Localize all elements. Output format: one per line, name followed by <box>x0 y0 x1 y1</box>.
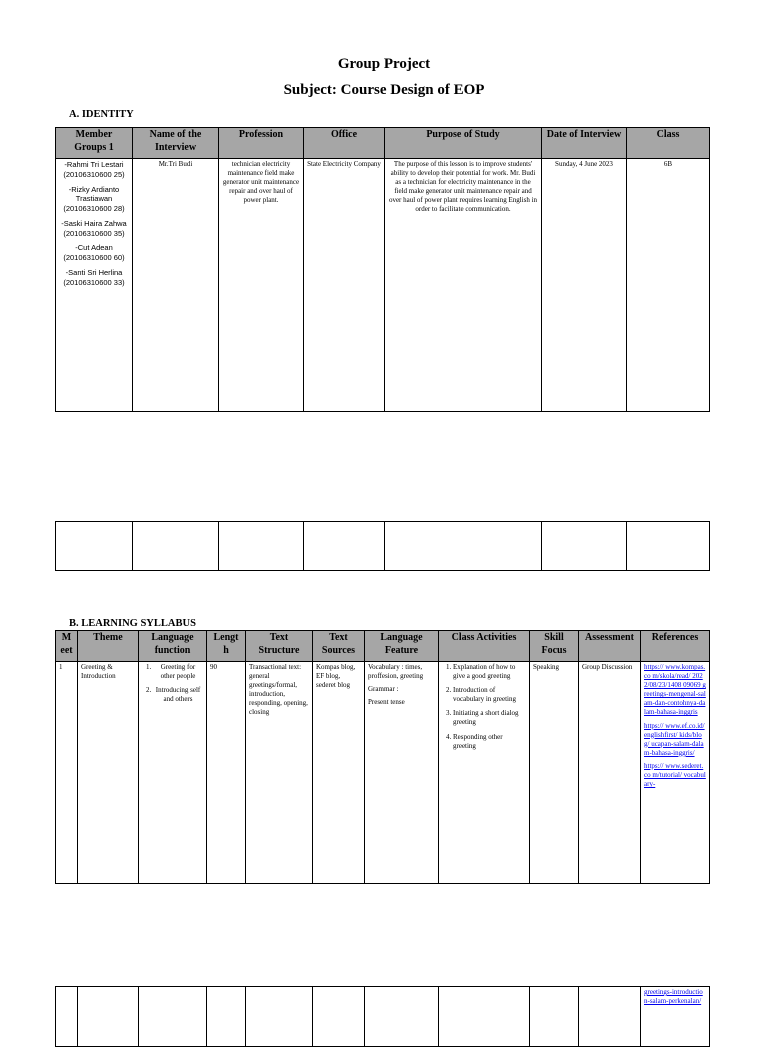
col-header-interviewee: Name of the Interview <box>133 128 219 159</box>
empty-cell <box>579 987 641 1047</box>
identity-table-continued <box>55 521 710 571</box>
list-item: 2. Introduction of vocabulary in greeting <box>453 686 526 704</box>
reference-link[interactable]: https:// www.kompas.co m/skola/read/ 2022/08/23/1408 09069 greetings-mengenal-salam-dan-contohnya-dalam-bahasa-inggris <box>644 663 706 717</box>
grammar-text: Present tense <box>368 698 405 707</box>
page-subtitle: Subject: Course Design of EOP <box>283 82 485 98</box>
member-item: -Rizky Ardianto Trastiawan (20106310600 28) <box>63 184 125 213</box>
skill-focus-cell: Speaking <box>530 662 579 884</box>
empty-cell <box>542 522 627 571</box>
text-structure-cell: Transactional text: general greetings/formal, introduction, responding, opening, closing <box>246 662 313 884</box>
col-header-class: Class <box>627 128 710 159</box>
table-row <box>56 522 710 571</box>
meet-cell: 1 <box>56 662 78 884</box>
members-cell <box>56 159 133 412</box>
section-syllabus-label: B. LEARNING SYLLABUS <box>69 618 196 629</box>
references-cell <box>641 662 710 884</box>
empty-cell <box>385 522 542 571</box>
list-item: 4. Responding other greeting <box>453 733 526 751</box>
col-header-member: Member Groups 1 <box>56 128 133 159</box>
col-header-office: Office <box>304 128 385 159</box>
empty-cell <box>56 987 78 1047</box>
empty-cell <box>219 522 304 571</box>
member-item: -Santi Sri Herlina (20106310600 33) <box>63 267 125 287</box>
col-header-skill-focus: Skill Focus <box>530 631 579 662</box>
vocabulary-text: Vocabulary : times, proffesion, greeting <box>368 663 424 681</box>
empty-cell <box>304 522 385 571</box>
col-header-assessment: Assessment <box>579 631 641 662</box>
empty-cell <box>207 987 246 1047</box>
empty-cell <box>365 987 439 1047</box>
empty-cell <box>246 987 313 1047</box>
theme-cell: Greeting & Introduction <box>78 662 139 884</box>
empty-cell <box>530 987 579 1047</box>
empty-cell <box>627 522 710 571</box>
syllabus-table-continued <box>55 986 710 1047</box>
col-header-language-feature: Language Feature <box>365 631 439 662</box>
empty-cell <box>439 987 530 1047</box>
col-header-text-sources: Text Sources <box>313 631 365 662</box>
table-row <box>56 662 710 884</box>
reference-link[interactable]: https:// www.ef.co.id/ englishfirst/ kids/blog/ ucapan-salam-dalam-bahasa-inggris/ <box>644 721 705 757</box>
date-cell: Sunday, 4 June 2023 <box>542 159 627 412</box>
office-cell: State Electricity Company <box>304 159 385 412</box>
col-header-length: Lengt h <box>207 631 246 662</box>
class-cell: 6B <box>627 159 710 412</box>
col-header-profession: Profession <box>219 128 304 159</box>
list-item: 1. Explanation of how to give a good greeting <box>453 663 526 681</box>
table-row <box>56 987 710 1047</box>
col-header-theme: Theme <box>78 631 139 662</box>
syllabus-table <box>55 630 710 884</box>
empty-cell <box>313 987 365 1047</box>
purpose-cell: The purpose of this lesson is to improve students' ability to develop their potential for work. Mr. Budi as a technician for electricity maintenance in the field make generator unit maintenance repair and over haul of power plant requires learning English in order to facilitate communication. <box>385 159 542 412</box>
text-sources-cell: Kompas blog, EF blog, sederet blog <box>313 662 365 884</box>
assessment-cell: Group Discussion <box>579 662 641 884</box>
col-header-date: Date of Interview <box>542 128 627 159</box>
table-row <box>56 159 710 412</box>
list-item: 1. Greeting for other people <box>153 663 203 681</box>
empty-cell <box>133 522 219 571</box>
col-header-meet: M eet <box>56 631 78 662</box>
length-cell: 90 <box>207 662 246 884</box>
page-title: Group Project <box>337 56 431 72</box>
language-function-cell <box>139 662 207 884</box>
list-item: 2. Introducing self and others <box>153 686 203 704</box>
member-item: -Saski Haira Zahwa (20106310600 35) <box>61 218 127 238</box>
reference-link[interactable]: greetings-introduction-salam-perkenalan/ <box>644 988 703 1006</box>
col-header-language-function: Language function <box>139 631 207 662</box>
class-activities-cell <box>439 662 530 884</box>
interviewee-cell: Mr.Tri Budi <box>133 159 219 412</box>
grammar-label: Grammar : <box>368 685 399 694</box>
member-item: -Cut Adean (20106310600 60) <box>63 243 125 262</box>
reference-link[interactable]: https:// www.sederet.co m/tutorial/ vocabulary- <box>644 761 706 789</box>
references-cell-continued <box>641 987 710 1047</box>
section-identity-label: A. IDENTITY <box>69 109 134 120</box>
list-item: 3. Initiating a short dialog greeting <box>453 709 526 727</box>
empty-cell <box>56 522 133 571</box>
empty-cell <box>78 987 139 1047</box>
col-header-text-structure: Text Structure <box>246 631 313 662</box>
member-item: -Rahmi Tri Lestari (20106310600 25) <box>63 160 125 179</box>
col-header-class-activities: Class Activities <box>439 631 530 662</box>
col-header-references: References <box>641 631 710 662</box>
col-header-purpose: Purpose of Study <box>385 128 542 159</box>
profession-cell: technician electricity maintenance field make generator unit maintenance repair and over haul of power plant. <box>219 159 304 412</box>
empty-cell <box>139 987 207 1047</box>
language-feature-cell <box>365 662 439 884</box>
identity-table <box>55 127 710 412</box>
